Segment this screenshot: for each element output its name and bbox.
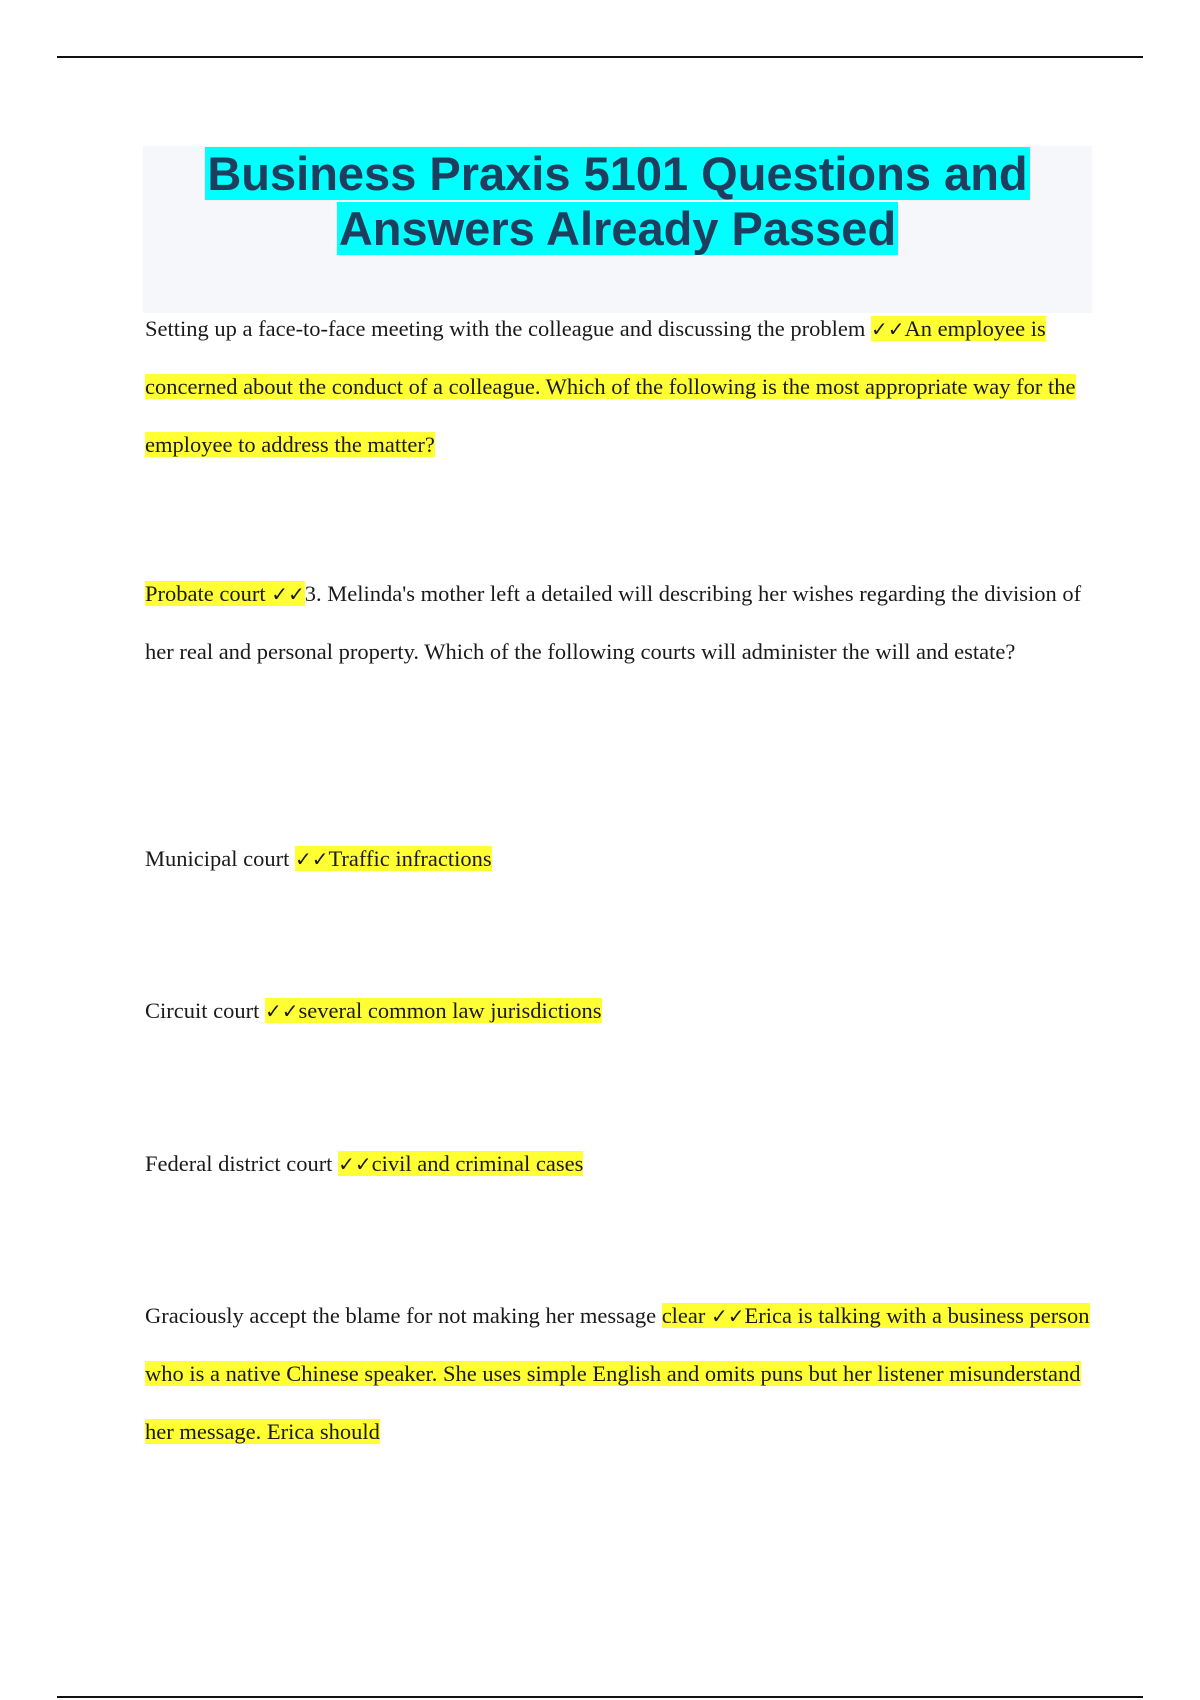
document-title xyxy=(143,146,1092,256)
question-text: Erica is talking with a business person who is a native Chinese speaker. She uses simple English and omits puns but her listener misunderstand her message. Erica should xyxy=(145,1303,1090,1444)
answer-text: Federal district court xyxy=(145,1151,333,1176)
qa-entry xyxy=(145,982,1095,1040)
check-icon: ✓✓ xyxy=(294,847,329,871)
answer-text: Probate court xyxy=(145,581,266,606)
question-highlight xyxy=(338,1151,583,1176)
answer-text: Municipal court xyxy=(145,846,290,871)
answer-text: Setting up a face-to-face meeting with the colleague and discussing the problem xyxy=(145,316,866,341)
answer-highlight-text: clear xyxy=(661,1303,706,1328)
qa-entry xyxy=(145,830,1095,888)
question-text: civil and criminal cases xyxy=(371,1151,584,1176)
check-icon: ✓✓ xyxy=(264,999,299,1023)
question-highlight xyxy=(265,998,602,1023)
qa-entry xyxy=(145,300,1095,474)
question-text: several common law jurisdictions xyxy=(298,998,602,1023)
check-icon: ✓✓ xyxy=(271,582,305,606)
check-icon: ✓✓ xyxy=(338,1152,372,1176)
answer-highlight xyxy=(145,581,305,606)
top-rule xyxy=(57,56,1143,58)
title-line-1: Business Praxis 5101 Questions and xyxy=(207,147,1028,200)
question-text: Traffic infractions xyxy=(328,846,492,871)
qa-entry xyxy=(145,1287,1095,1461)
question-text: An employee is concerned about the conduct of a colleague. Which of the following is the most appropriate way for the employee to address the matter? xyxy=(145,316,1076,457)
check-icon: ✓✓ xyxy=(711,1304,745,1328)
question-text: 3. Melinda's mother left a detailed will describing her wishes regarding the division of her real and personal property. Which of the following courts will administer the will and estate? xyxy=(145,581,1082,664)
qa-entry xyxy=(145,565,1095,681)
question-highlight xyxy=(295,846,492,871)
bottom-rule xyxy=(57,1696,1143,1698)
answer-text: Graciously accept the blame for not making her message xyxy=(145,1303,657,1328)
check-icon: ✓✓ xyxy=(871,317,905,341)
qa-entry xyxy=(145,1135,1095,1193)
answer-text: Circuit court xyxy=(145,998,260,1023)
title-line-2: Answers Already Passed xyxy=(338,202,897,255)
title-box xyxy=(143,146,1092,313)
